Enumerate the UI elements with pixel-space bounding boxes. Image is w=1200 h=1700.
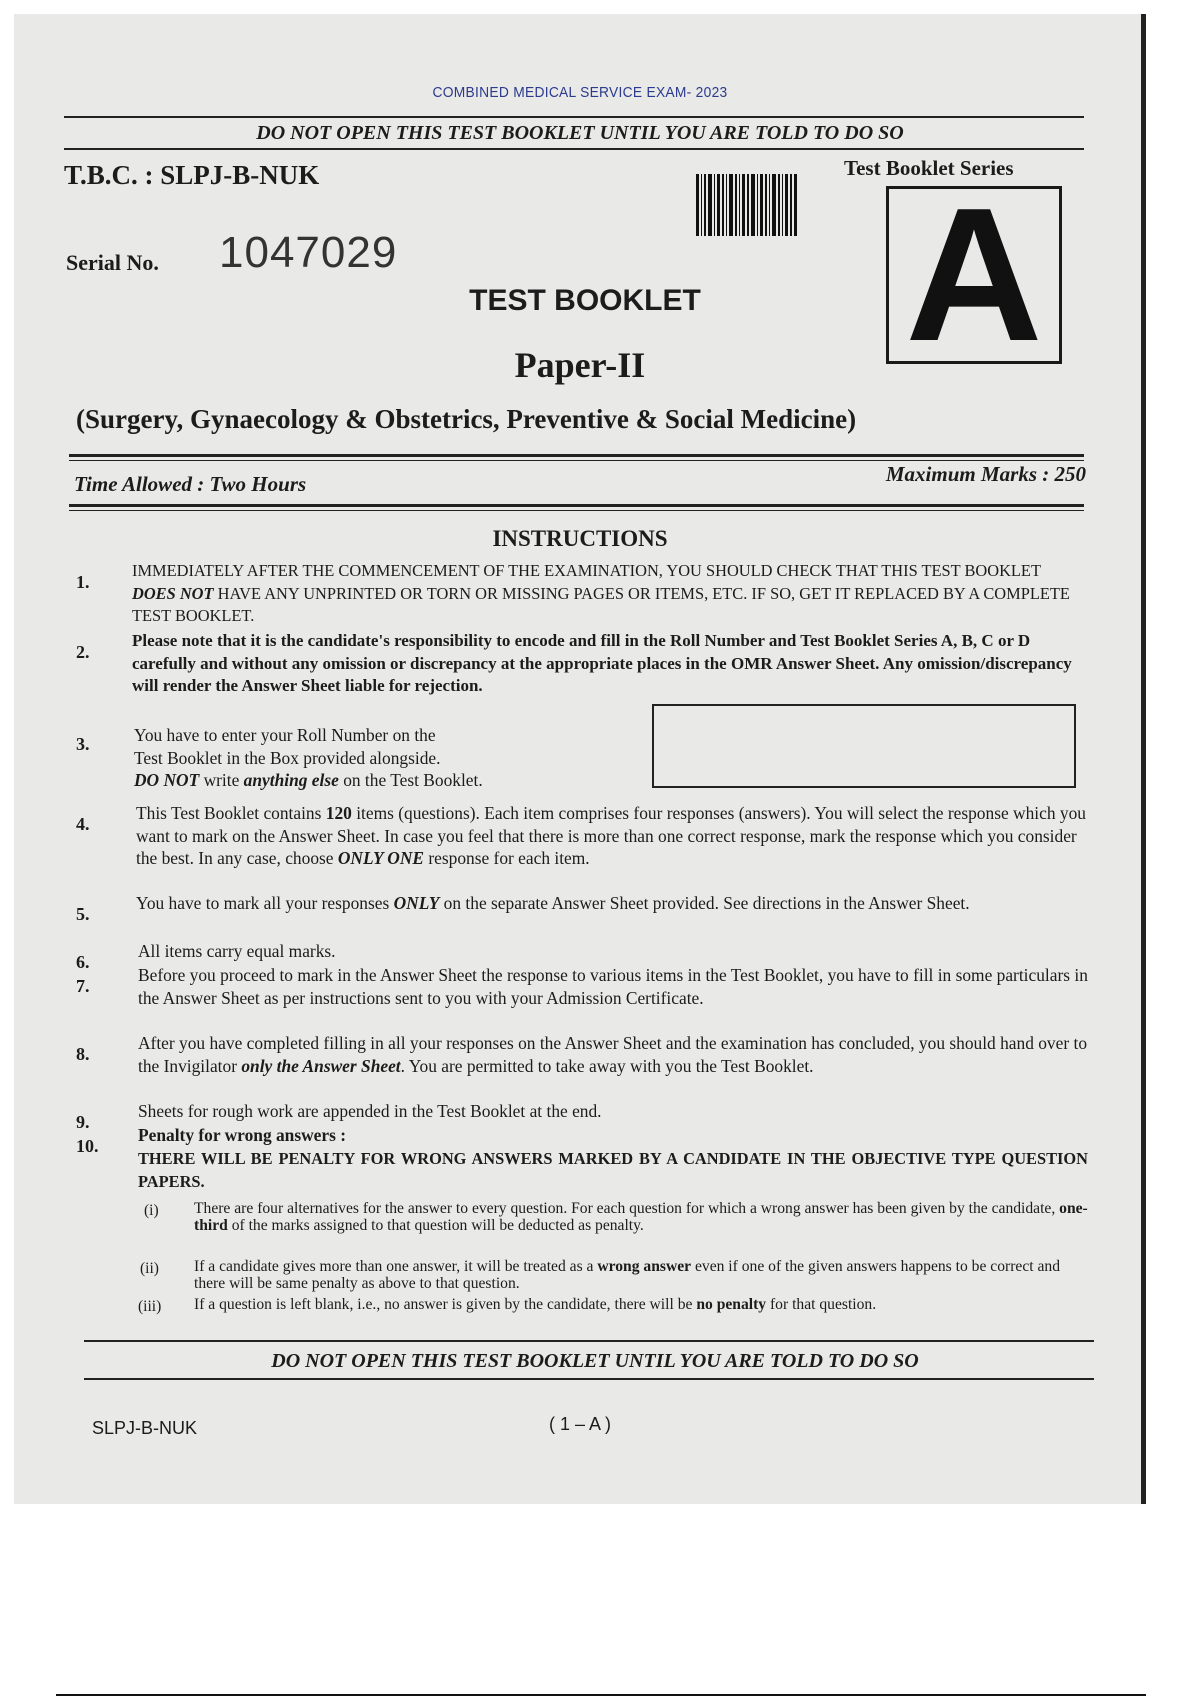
- instruction-number: 5.: [76, 904, 90, 924]
- top-warning: DO NOT OPEN THIS TEST BOOKLET UNTIL YOU ARE TOLD TO DO SO: [256, 122, 904, 144]
- instruction-4: [136, 802, 1086, 870]
- instruction-8: [138, 1032, 1088, 1077]
- instruction-emphasis: wrong answer: [597, 1258, 692, 1275]
- instructions-title: INSTRUCTIONS: [492, 526, 668, 551]
- divider: [84, 1340, 1094, 1342]
- page-number: ( 1 – A ): [548, 1414, 612, 1434]
- instruction-number: 7.: [76, 976, 90, 996]
- instruction-number: 1.: [76, 572, 90, 592]
- scanned-page: [14, 14, 1146, 1504]
- instruction-number: 3.: [76, 734, 90, 754]
- instruction-text: IMMEDIATELY AFTER THE COMMENCEMENT OF THE EXAMINATION, YOU SHOULD CHECK THAT THIS TEST BOOKLET: [132, 561, 1041, 580]
- serial-label: Serial No.: [66, 250, 159, 275]
- instruction-text: Test Booklet in the Box provided alongside.: [134, 747, 441, 768]
- instruction-text: items (questions). Each item comprises four responses (answers). You will select the response which you want to mark on the Answer Sheet. In case you feel that there is more than one correct response, mark the response which you consider the best. In any case, choose: [136, 803, 1086, 868]
- divider: [69, 460, 1084, 461]
- instruction-number: 9.: [76, 1112, 90, 1132]
- penalty-heading: Penalty for wrong answers :: [138, 1125, 347, 1145]
- roll-number-box[interactable]: [652, 704, 1076, 788]
- instruction-text: You have to enter your Roll Number on the: [134, 725, 436, 745]
- time-allowed: Time Allowed : Two Hours: [74, 472, 307, 496]
- scan-edge: [1141, 14, 1146, 1504]
- sub-item-number: (ii): [140, 1260, 159, 1277]
- page-bottom-rule: [56, 1694, 1146, 1696]
- instruction-text: response for each item.: [424, 848, 590, 868]
- instruction-text: even if one of the given answers happens to be correct and there will be same penalty as above to that question.: [194, 1258, 1060, 1292]
- instruction-number: 8.: [76, 1044, 90, 1064]
- instruction-3: [134, 724, 634, 792]
- instruction-5: [136, 892, 1086, 915]
- instruction-emphasis: no penalty: [696, 1296, 767, 1313]
- instruction-emphasis: only the Answer Sheet: [241, 1055, 401, 1076]
- instruction-text: After you have completed filling in all your responses on the Answer Sheet and the examination has concluded, you should hand over to the Invigilator: [138, 1033, 1088, 1076]
- divider: [69, 504, 1084, 507]
- footer-code: SLPJ-B-NUK: [92, 1418, 198, 1438]
- paper-subjects: (Surgery, Gynaecology & Obstetrics, Preventive & Social Medicine): [76, 404, 857, 434]
- series-label: Test Booklet Series: [844, 156, 1014, 180]
- instruction-emphasis: anything else: [243, 770, 339, 790]
- instruction-text: You have to mark all your responses: [136, 893, 394, 913]
- instruction-text: write: [199, 770, 244, 790]
- instruction-6: All items carry equal marks.: [138, 941, 336, 961]
- instruction-number: 2.: [76, 642, 90, 662]
- divider: [64, 116, 1084, 118]
- series-box: [886, 169, 1062, 381]
- instruction-emphasis: DOES NOT: [132, 583, 214, 603]
- instruction-text: of the marks assigned to that question will be deducted as penalty.: [227, 1217, 644, 1234]
- penalty-rule-1: [194, 1200, 1090, 1234]
- penalty-rule-2: [194, 1258, 1090, 1292]
- instruction-text: . You are permitted to take away with you the Test Booklet.: [400, 1055, 814, 1076]
- instruction-2: Please note that it is the candidate's responsibility to encode and fill in the Roll Number and Test Booklet Series A, B, C or D carefully and without any omission or discrepancy at the appropriate places in the OMR Answer Sheet. Any omission/discrepancy will render the Answer Sheet liable for rejection.: [132, 631, 1072, 695]
- booklet-title: TEST BOOKLET: [469, 284, 701, 317]
- instruction-text: HAVE ANY UNPRINTED OR TORN OR MISSING PAGES OR ITEMS, ETC. IF SO, GET IT REPLACED BY A COMPLETE TEST BOOKLET.: [132, 583, 1070, 625]
- instruction-text: There are four alternatives for the answer to every question. For each question for which a wrong answer has been given by the candidate,: [194, 1200, 1060, 1217]
- instruction-number: 10.: [76, 1136, 99, 1156]
- divider: [84, 1378, 1094, 1380]
- barcode-icon: [694, 174, 798, 236]
- penalty-rule-3: [194, 1296, 1090, 1313]
- instruction-emphasis: ONLY: [393, 893, 440, 913]
- divider: [69, 454, 1084, 457]
- series-letter: A: [905, 169, 1043, 381]
- instruction-7: Before you proceed to mark in the Answer Sheet the response to various items in the Test Booklet, you have to fill in some particulars in the Answer Sheet as per instructions sent to you with your Admission Certificate.: [138, 965, 1088, 1008]
- instruction-emphasis: one-third: [194, 1200, 1088, 1234]
- serial-number: 1047029: [219, 228, 398, 277]
- instruction-text: on the Test Booklet.: [338, 770, 483, 790]
- instruction-text-line: [134, 769, 634, 792]
- instruction-emphasis: DO NOT: [134, 770, 200, 790]
- bottom-warning: DO NOT OPEN THIS TEST BOOKLET UNTIL YOU ARE TOLD TO DO SO: [271, 1350, 919, 1372]
- sub-item-number: (iii): [138, 1298, 162, 1315]
- instruction-text: This Test Booklet contains: [136, 803, 326, 823]
- instruction-emphasis: 120: [325, 803, 352, 823]
- instruction-text: If a question is left blank, i.e., no answer is given by the candidate, there will be: [194, 1296, 697, 1313]
- tbc-code: T.B.C. : SLPJ-B-NUK: [64, 160, 320, 190]
- divider: [64, 148, 1084, 150]
- instruction-text: on the separate Answer Sheet provided. See directions in the Answer Sheet.: [439, 893, 970, 913]
- maximum-marks: Maximum Marks : 250: [885, 462, 1086, 486]
- instruction-number: 4.: [76, 814, 90, 834]
- instruction-9: Sheets for rough work are appended in the Test Booklet at the end.: [138, 1101, 602, 1121]
- instruction-text: If a candidate gives more than one answer, it will be treated as a: [194, 1258, 598, 1275]
- penalty-notice: THERE WILL BE PENALTY FOR WRONG ANSWERS MARKED BY A CANDIDATE IN THE OBJECTIVE TYPE QUESTION PAPERS.: [138, 1149, 1088, 1191]
- instruction-text: for that question.: [766, 1296, 877, 1313]
- instruction-1: [132, 560, 1088, 628]
- paper-number: Paper-II: [514, 345, 646, 385]
- exam-name: COMBINED MEDICAL SERVICE EXAM- 2023: [432, 84, 728, 101]
- instruction-number: 6.: [76, 952, 90, 972]
- sub-item-number: (i): [144, 1202, 159, 1219]
- instruction-emphasis: ONLY ONE: [337, 848, 424, 868]
- divider: [69, 510, 1084, 511]
